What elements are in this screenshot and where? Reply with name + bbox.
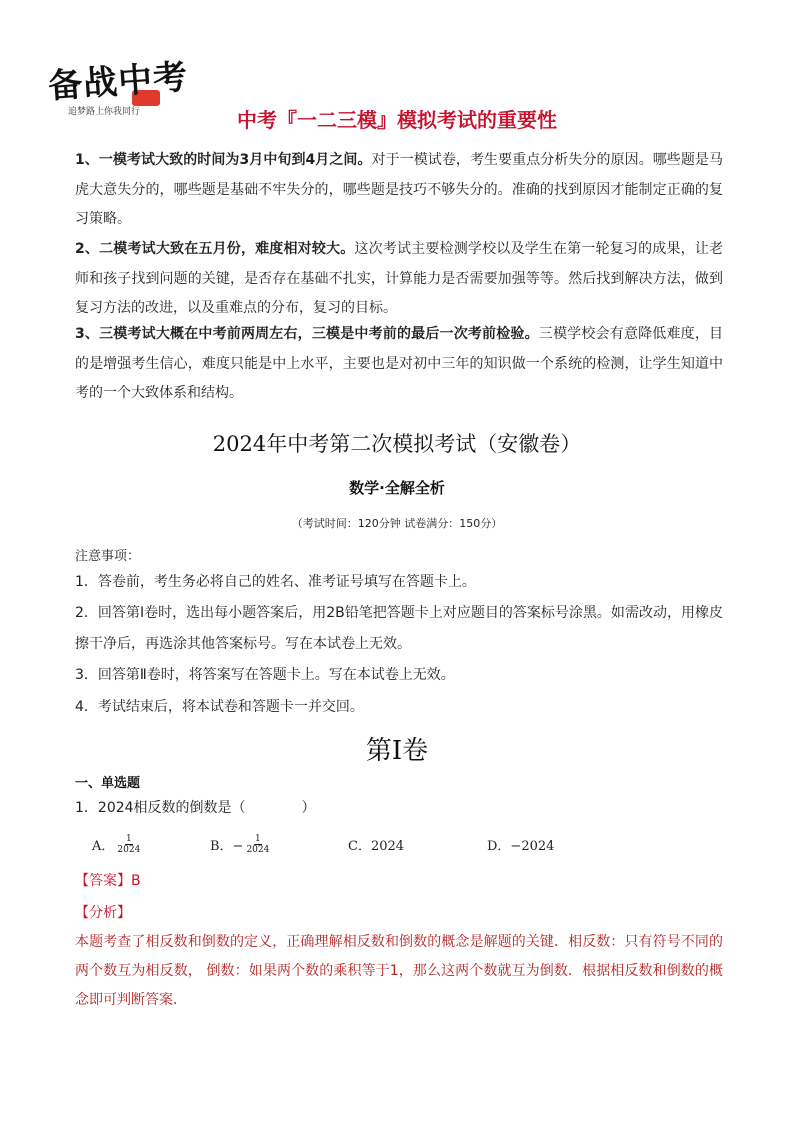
option-a-label: A．: [92, 838, 115, 854]
intro-bold-1: 1、一模考试大致的时间为3月中旬到4月之间。: [75, 152, 372, 168]
option-c: C．2024: [348, 838, 405, 854]
option-d: D．−2024: [487, 838, 555, 854]
logo-subtext: 追梦路上你我同行: [68, 107, 141, 117]
section-heading: 一、单选题: [75, 776, 141, 791]
intro-text-2: 这次考试主要检测学校以及学生在第一轮复习的成果，让老师和孩子找到问题的关键，是否存在基础不扎实，计算能力是否需要加强等等。然后找到解决方法，做到复习方法的改进，以及重难点的分布，复习的目标。: [75, 241, 724, 316]
option-b-fraction: [246, 834, 269, 855]
analysis-text: 本题考查了相反数和倒数的定义，正确理解相反数和倒数的概念是解题的关键．相反数：只有符号不同的两个数互为相反数， 倒数：如果两个数的乘积等于1，那么这两个数就互为倒数．根据相反数和倒数的概念即可判断答案．: [75, 934, 723, 1008]
banner-title: 中考『一二三模』模拟考试的重要性: [237, 108, 557, 132]
intro-bold-2: 2、二模考试大致在五月份，难度相对较大。: [75, 241, 355, 257]
option-b-numerator: 1: [255, 833, 261, 844]
volume-title: 第Ⅰ卷: [365, 736, 429, 766]
option-b: [210, 830, 269, 858]
option-a-denominator: 2024: [117, 844, 141, 855]
option-b-label: B．−: [210, 838, 244, 854]
intro-paragraph-2: [75, 235, 723, 324]
option-a-fraction: [117, 834, 140, 855]
exam-title: 2024年中考第二次模拟考试（安徽卷）: [212, 432, 582, 456]
question-stem: 1．2024相反数的倒数是（ ）: [75, 800, 316, 816]
option-a: [92, 830, 140, 858]
notes-label: 注意事项：: [75, 549, 141, 564]
analysis-label: 【分析】: [75, 905, 131, 921]
answer-line: 【答案】B: [75, 873, 141, 889]
intro-text-3: 三模学校会有意降低难度，目的是增强考生信心，难度只能是中上水平，主要也是对初中三年的知识做一个系统的检测，让学生知道中考的一个大致体系和结构。: [75, 326, 723, 401]
option-b-denominator: 2024: [246, 844, 270, 855]
note-item-3: 3．回答第Ⅱ卷时，将答案写在答题卡上。写在本试卷上无效。: [75, 667, 455, 683]
intro-paragraph-1: [75, 146, 723, 235]
logo-text: 备战中考: [47, 57, 190, 107]
note-item-1: 1．答卷前，考生务必将自己的姓名、准考证号填写在答题卡上。: [75, 574, 476, 590]
note-item-2: 2．回答第Ⅰ卷时，选出每小题答案后，用2B铅笔把答题卡上对应题目的答案标号涂黑。如需改动，用橡皮擦干净后，再选涂其他答案标号。写在本试卷上无效。: [75, 605, 723, 652]
exam-time: （考试时间：120分钟 试卷满分：150分）: [291, 517, 503, 530]
intro-text-1: 对于一模试卷，考生要重点分析失分的原因。哪些题是马虎大意失分的，哪些题是基础不牢失分的，哪些题是技巧不够失分的。准确的找到原因才能制定正确的复习策略。: [75, 152, 723, 227]
exam-subtitle: 数学·全解全析: [349, 479, 445, 497]
intro-paragraph-3: [75, 320, 723, 409]
intro-bold-3: 3、三模考试大概在中考前两周左右，三模是中考前的最后一次考前检验。: [75, 326, 539, 342]
option-a-numerator: 1: [125, 833, 132, 844]
note-item-4: 4．考试结束后，将本试卷和答题卡一并交回。: [75, 699, 364, 715]
